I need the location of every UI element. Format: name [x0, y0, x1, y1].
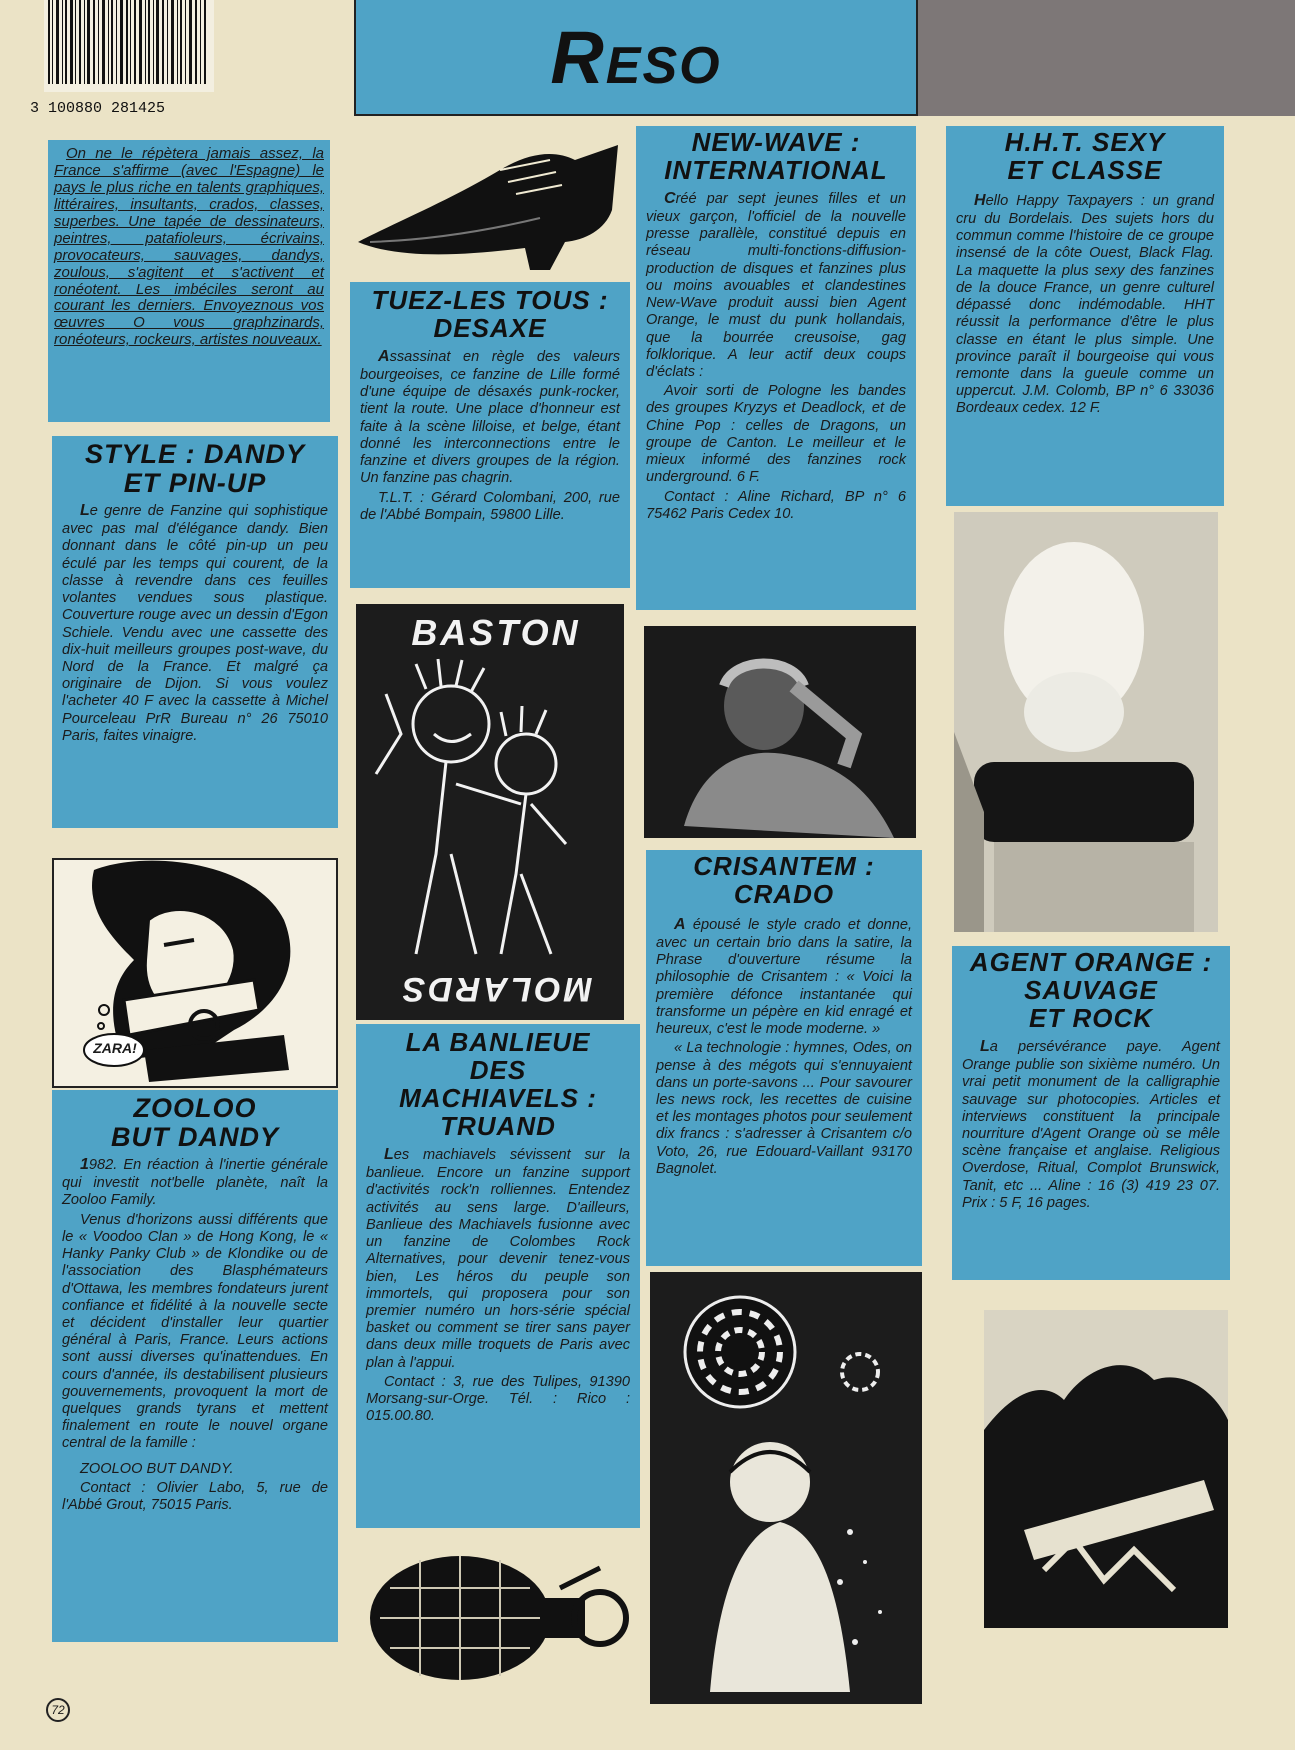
barcode-icon — [44, 0, 214, 92]
molards-text: MOLARDS — [399, 970, 593, 1008]
masked-person-icon — [954, 512, 1218, 932]
baston-text: BASTON — [411, 612, 581, 653]
article-body: Assassinat en règle des valeurs bourgeoises, ce fanzine de Lille formé d'une équipe de désaxés punk-rocker, tient la route. Une place d'honneur est faite à la scène lilloise, et belge, étant donné les interconnections entre le fanzine et divers groupes de la région. Un fanzine pas chagrin. T.L.T. : Gérard Colombani, 200, rue de l'Abbé Bompain, 59800 Lille. — [360, 348, 620, 523]
article-banlieue — [356, 1024, 640, 1528]
barcode — [44, 0, 214, 92]
intro-box — [48, 140, 330, 422]
article-title: LA BANLIEUE DES MACHIAVELS : TRUAND — [399, 1027, 597, 1142]
article-title: CRISANTEM : CRADO — [693, 851, 875, 910]
article-title: ZOOLOO BUT DANDY — [111, 1093, 279, 1153]
article-body: A épousé le style crado et donne, avec un certain brio dans la satire, la Phrase d'ouverture résume la philosophie de Crisantem : « Voici la première défonce instantanée qui transforme un pépère en kid enragé et heureux, c'est le mode moderne. » « La technologie : hymnes, Odes, on pense à des mégots qui s'ennuyaient dans un porte-savons ... Pour savourer les news rock, les recettes de cuisine et les montages photos pour seulement dix francs : s'adresser à Crisantem c/o Voto, 26, rue Edouard-Vaillant 93170 Bagnolet. — [656, 916, 912, 1177]
photo-man-holding-head — [644, 626, 916, 838]
article-body: Le genre de Fanzine qui sophistique avec pas mal d'élégance dandy. Bien donnant dans le côté pin-up un peu éculé par les temps qui courent, de la classe à revendre dans ces feuilles volantes vendues sous plastique. Couverture rouge avec un dessin d'Egon Schiele. Vendu avec une cassette des dix-huit meilleurs groupes post-wave, du Nord de la France. Et malgré ça originaire de Dijon. Si vous voulez l'acheter 40 F avec la cassette à Michel Pourceleau PrR Bureau n° 26 75010 Paris, faites vinaigre. — [62, 502, 328, 744]
zara-comic-illustration — [52, 858, 338, 1088]
article-body: La persévérance paye. Agent Orange publie son sixième numéro. Un vrai petit monument de la calligraphie sauvage sur photocopies. Articles et interviews constituent la principale nourriture d'Agent Orange où se mêle scène française et anglaise. Religious Overdose, Ritual, Complot Brunswick, Tanit, etc ... Aline : 16 (3) 419 23 07. Prix : 5 F, 16 pages. — [962, 1038, 1220, 1211]
page-number: 72 — [46, 1698, 70, 1722]
spiral-figure-icon — [650, 1272, 922, 1704]
section-title: Reso — [550, 15, 722, 99]
shoe-illustration — [350, 130, 620, 280]
article-crisantem — [646, 850, 922, 1266]
article-body: 1982. En réaction à l'inertie générale qui investit not'belle planète, naît la Zooloo Family. Venus d'horizons aussi différents que le « Voodoo Clan » de Hong Kong, le « Hanky Panky Club » de Klondike ou de l'association des Blasphémateurs d'Ottawa, les membres fondateurs jurent confiance et fidélité à la nouvelle secte et décident d'installer leur quartier général à Paris, France. Leurs actions sont aussi diverses qu'inattendues. En cours d'année, ils destabilisent plusieurs gouvernements, provoquent la mort de quelques grands tyrans et mettent finalement en route le nouvel organe central de la famille : ZOOLOO BUT DANDY. Contact : Olivier Labo, 5, rue de l'Abbé Grout, 75015 Paris. — [62, 1156, 328, 1514]
article-zooloo — [52, 1090, 338, 1642]
article-style-dandy — [52, 436, 338, 828]
article-body: Hello Happy Taxpayers : un grand cru du Bordelais. Des sujets hors du commun comme l'histoire de ce groupe insensé de la côte Ouest, Black Flag. La maquette la plus sexy des fanzines de la douce France, un genre culturel dépassé donc indémodable. HHT réussit la performance d'être le plus classe en étant le plus simple. Une province paraît il bourgeoise qui vous remonte dans la gueule comme un uppercut. J.M. Colomb, BP n° 6 33036 Bordeaux cedex. 12 F. — [956, 192, 1214, 417]
grenade-illustration — [360, 1528, 630, 1698]
grenade-icon — [360, 1528, 630, 1698]
crisantem-illustration — [650, 1272, 922, 1704]
silhouettes-icon — [984, 1310, 1228, 1628]
article-title: AGENT ORANGE : SAUVAGE ET ROCK — [969, 947, 1213, 1034]
zara-bubble-text: ZARA! — [93, 1040, 137, 1056]
section-title-banner — [354, 0, 918, 116]
article-body: Les machiavels sévissent sur la banlieue. Encore un fanzine support d'activités rock'n rolliennes. Entendez activités au sens large. D'ailleurs, Banlieue des Machiavels fusionne avec un fanzine de Colombes Rock Alternatives, pour devenir tenez-vous bien, Les héros du peuple son immortels, qui proposera pour son premier numéro un hors-série spécial basket ou comment se tirer sans payer dans deux mille troquets de Paris avec plan à l'appui. Contact : 3, rue des Tulipes, 91390 Morsang-sur-Orge. Tél. : Rico : 015.00.80. — [366, 1146, 630, 1425]
barcode-number: 3 100880 281425 — [30, 100, 166, 117]
article-hht — [946, 126, 1224, 506]
header-gray-block — [918, 0, 1295, 116]
article-title: TUEZ-LES TOUS : DESAXE — [371, 285, 609, 344]
portrait-photo-icon — [644, 626, 916, 838]
punk-figures-icon — [356, 654, 624, 964]
photo-masked-figure — [954, 512, 1218, 932]
article-title: STYLE : DANDY ET PIN-UP — [84, 439, 305, 499]
article-agent-orange — [952, 946, 1230, 1280]
shoe-icon — [350, 130, 620, 280]
photo-silhouettes — [984, 1310, 1228, 1628]
article-title: H.H.T. SEXY ET CLASSE — [1004, 127, 1166, 186]
article-title: NEW-WAVE : INTERNATIONAL — [664, 127, 888, 186]
baston-molards-illustration — [356, 604, 624, 1020]
article-tuez-les-tous — [350, 282, 630, 588]
article-new-wave — [636, 126, 916, 610]
article-body: Créé par sept jeunes filles et un vieux garçon, l'officiel de la nouvelle presse parallèle, constitué depuis en réseau multi-fonctions-diffusion-production de disques et fanzines plus ou moins avouables et clandestines New-Wave produit aussi bien Agent Orange, le must du punk hollandais, que la bourrée creusoise, gag folklorique. A leur actif deux coups d'éclats : Avoir sorti de Pologne les bandes des groupes Kryzys et Deadlock, et de Chine Pop : celles de Dragons, un groupe de Canton. Le meilleur et le mieux informé des fanzines rock underground. 6 F. Contact : Aline Richard, BP n° 6 75462 Paris Cedex 10. — [646, 190, 906, 522]
intro-text: On ne le répètera jamais assez, la France s'affirme (avec l'Espagne) le pays le plus riche en talents graphiques, littéraires, insultants, crados, classes, superbes. Une tapée de dessinateurs, peintres, patafioleurs, écrivains, provocateurs, sauvages, dandys, zoulous, s'agitent et s'activent et ronéotent. Les imbéciles seront au courant les derniers. Envoyeznous vos œuvres O vous graphzinards, ronéoteurs, rockeurs, artistes nouveaux. — [54, 145, 324, 349]
